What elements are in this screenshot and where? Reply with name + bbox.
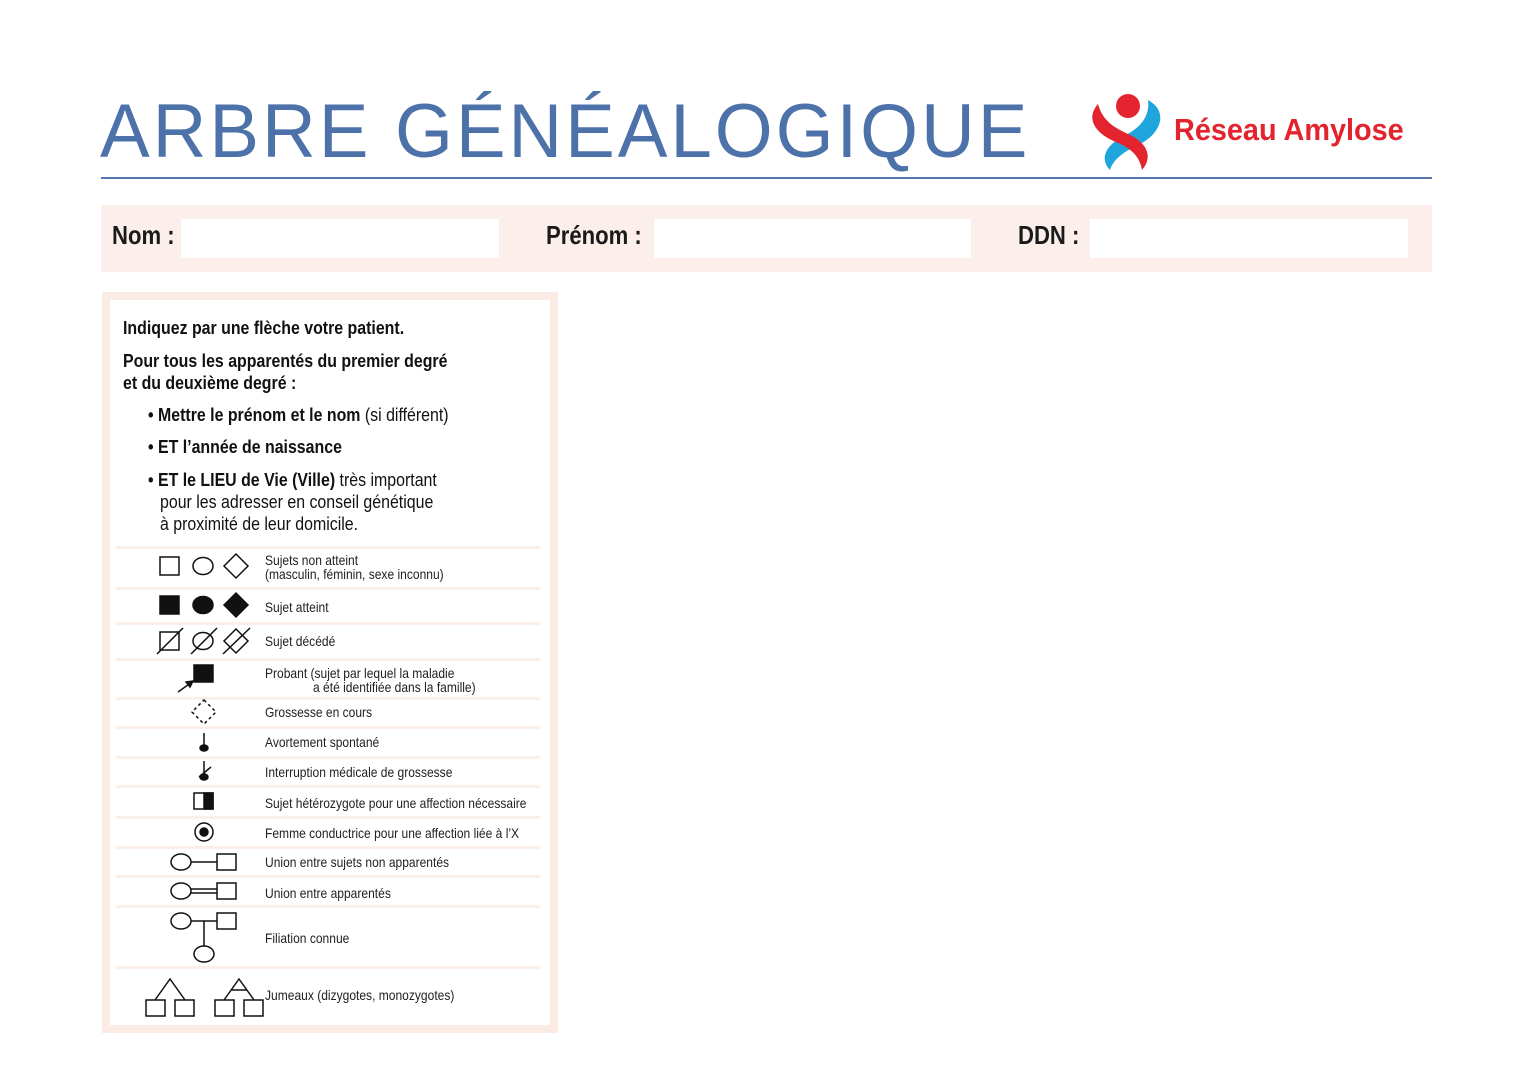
pregnancy-symbol-icon xyxy=(192,700,216,724)
deceased-symbols-icon xyxy=(157,628,250,654)
bullet-name-rest: (si différent) xyxy=(360,404,449,425)
legend-label-proband: Probant (sujet par lequel la maladie xyxy=(265,665,455,681)
legend-label-affected: Sujet atteint xyxy=(265,599,329,615)
logo-text: Réseau Amylose xyxy=(1174,112,1404,147)
bullet-location-bold: • ET le LIEU de Vie (Ville) xyxy=(148,469,336,490)
legend-label-pregnancy: Grossesse en cours xyxy=(265,704,373,720)
instruction-relatives-1: Pour tous les apparentés du premier degré xyxy=(123,350,448,371)
bullet-location-rest: très important xyxy=(335,469,437,490)
page-title: ARBRE GÉNÉALOGIQUE xyxy=(100,89,1031,174)
affected-symbols-icon xyxy=(160,593,248,617)
miscarriage-symbol-icon xyxy=(200,733,208,751)
legend-label-heterozygote: Sujet hétérozygote pour une affection nécessaire xyxy=(265,795,527,811)
union-symbol-icon xyxy=(171,854,236,870)
ddn-label: DDN : xyxy=(1018,220,1080,250)
legend-label-miscarriage: Avortement spontané xyxy=(265,734,380,750)
legend-label-deceased: Sujet décédé xyxy=(265,633,336,649)
legend-label-unaffected: Sujets non atteint xyxy=(265,552,359,568)
twins-symbol-icon xyxy=(146,979,263,1016)
bullet-name-bold: • Mettre le prénom et le nom xyxy=(148,404,361,425)
legend-label-termination: Interruption médicale de grossesse xyxy=(265,764,453,780)
consanguineous-union-symbol-icon xyxy=(171,883,236,899)
heterozygote-symbol-icon xyxy=(194,793,213,809)
instruction-arrow: Indiquez par une flèche votre patient. xyxy=(123,317,405,338)
legend-label-carrier: Femme conductrice pour une affection liée à l’X xyxy=(265,825,520,841)
prenom-label: Prénom : xyxy=(546,220,642,250)
legend-label-consanguineous-union: Union entre apparentés xyxy=(265,885,391,901)
legend-label-twins: Jumeaux (dizygotes, monozygotes) xyxy=(265,987,455,1003)
carrier-symbol-icon xyxy=(195,823,213,841)
termination-symbol-icon xyxy=(199,761,211,780)
filiation-symbol-icon xyxy=(171,913,236,962)
proband-symbol-icon xyxy=(178,665,213,692)
instruction-relatives-2: et du deuxième degré : xyxy=(123,372,297,393)
bullet-location-line3: à proximité de leur domicile. xyxy=(160,513,359,534)
nom-label: Nom : xyxy=(112,220,175,250)
bullet-location-line2: pour les adresser en conseil génétique xyxy=(160,491,434,512)
legend-label-unaffected-2: (masculin, féminin, sexe inconnu) xyxy=(265,566,444,582)
bullet-birth-year: • ET l’année de naissance xyxy=(148,436,342,457)
legend-label-filiation: Filiation connue xyxy=(265,930,350,946)
legend-label-proband-2: a été identifiée dans la famille) xyxy=(313,679,476,695)
unaffected-symbols-icon xyxy=(160,554,248,578)
legend-label-union: Union entre sujets non apparentés xyxy=(265,854,450,870)
